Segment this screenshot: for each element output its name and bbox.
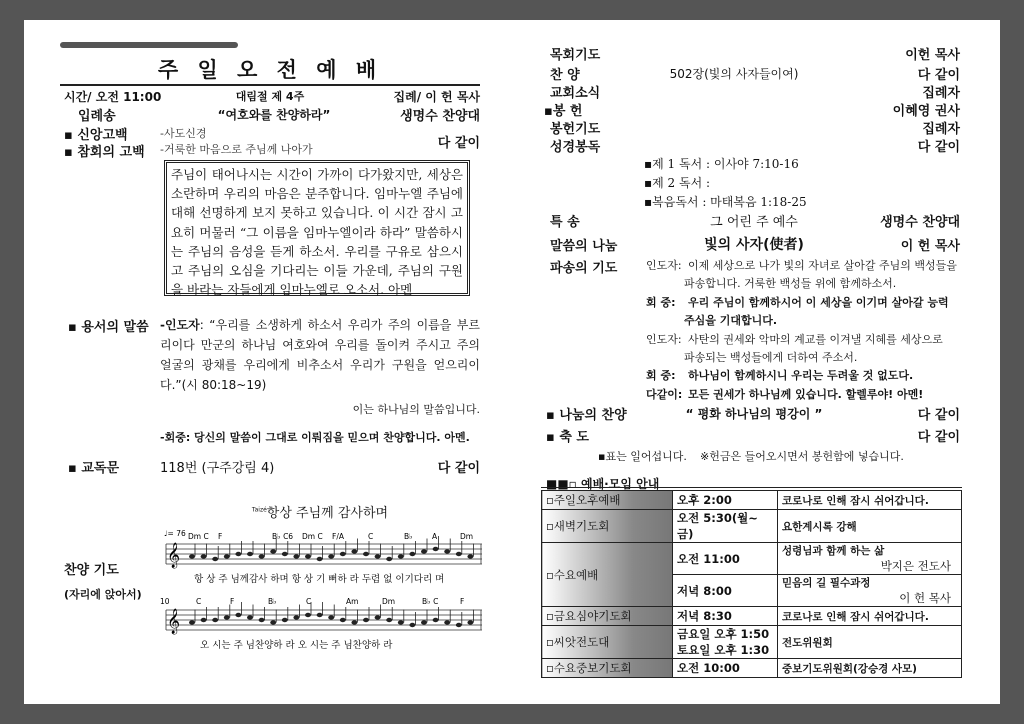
schedule-time-text: 오전 10:00 bbox=[677, 661, 740, 675]
hymn-prayer-label: 찬양 기도 bbox=[64, 563, 119, 578]
note-head bbox=[340, 552, 346, 556]
chord-symbol: Dm C bbox=[302, 532, 323, 541]
schedule-time bbox=[673, 607, 778, 626]
schedule-name: ▫주일오후예배 bbox=[542, 491, 673, 510]
service-item-label-text: 성경봉독 bbox=[550, 140, 601, 155]
schedule-note bbox=[778, 543, 962, 575]
schedule-name: ▫수요중보기도회 bbox=[542, 659, 673, 678]
schedule-note-text: 요한계시록 강해 bbox=[782, 520, 857, 533]
sheet-music bbox=[160, 524, 482, 652]
liturgical-season: 대림절 제 4주 bbox=[235, 90, 305, 103]
chord-symbol: C bbox=[196, 597, 202, 606]
chord-symbol: C bbox=[368, 532, 374, 541]
note-head bbox=[444, 549, 450, 553]
schedule-note bbox=[778, 626, 962, 659]
special-song-by: 생명수 찬양대 bbox=[880, 215, 960, 230]
footnote-stand: ▪표는 일어섭니다. bbox=[598, 450, 687, 463]
service-leader: 집례/ 이 헌 목사 bbox=[393, 90, 480, 104]
service-item-label-text: 봉헌기도 bbox=[550, 122, 601, 137]
benediction-label: ▪ 축 도 bbox=[546, 430, 589, 445]
service-item-by: 집례자 bbox=[922, 122, 960, 137]
tempo-mark: ♩= 76 bbox=[164, 529, 186, 538]
note-head bbox=[363, 618, 369, 622]
note-head bbox=[351, 549, 357, 553]
squares-icon: ■■▫ bbox=[546, 477, 581, 491]
bullet-icon: ▪ bbox=[546, 408, 560, 423]
note-head bbox=[212, 557, 218, 561]
bullet-icon: ▪ bbox=[544, 104, 553, 119]
chord-symbol: C bbox=[306, 597, 312, 606]
schedule-note-text: 믿음의 길 필수과정 bbox=[782, 577, 871, 589]
praise-label: ▪ 나눔의 찬양 bbox=[546, 408, 627, 423]
penitence-by: 다 같이 bbox=[437, 136, 480, 151]
reading-item bbox=[644, 174, 710, 191]
note-head bbox=[201, 618, 207, 622]
sermon-by: 이 헌 목사 bbox=[900, 239, 960, 254]
service-item-label-text: 교회소식 bbox=[550, 86, 601, 101]
service-item-by: 다 같이 bbox=[917, 68, 960, 83]
note-head bbox=[201, 554, 207, 558]
schedule-rule bbox=[541, 487, 962, 488]
service-item-label-text: 찬 양 bbox=[550, 68, 580, 83]
schedule-note-text: 박지은 전도사 bbox=[880, 559, 951, 573]
schedule-time-text: 오전 11:00 bbox=[677, 551, 740, 566]
schedule-table bbox=[541, 490, 962, 678]
chord-symbol: Dm bbox=[460, 532, 474, 541]
note-head bbox=[317, 613, 323, 617]
lyrics-line-2: 오 시는 주 님찬양하 라 오 시는 주 님찬양하 라 bbox=[200, 640, 393, 651]
service-item-label bbox=[550, 44, 600, 63]
schedule-row bbox=[542, 626, 962, 659]
speaker-tag: 회 중: bbox=[646, 369, 676, 383]
note-head bbox=[421, 549, 427, 553]
decorative-bar bbox=[60, 42, 238, 48]
chord-symbol: Dm bbox=[382, 597, 396, 606]
speaker-tag: 인도자: bbox=[646, 259, 682, 272]
penitence-prayer-box: 주님이 태어나시는 시간이 가까이 다가왔지만, 세상은 소란하며 우리의 마음은 분주합니다. 임마누엘 주님에 대해 선명하게 보지 못하고 있습니다. 이 시간 잠시 고요히 머물러 “그 이름을 임마누엘이라 하라” 말씀하시는 주님의 음성을 듣게 하소서. 우리를 구유로 삼으시고 주님의 오심을 기다리는 이들 가운데, 주님의 구원을 바라는 자들에게 임마누엘로 오소서. 아멘 bbox=[164, 160, 470, 296]
note-head bbox=[282, 552, 288, 556]
chord-symbol: F bbox=[460, 597, 465, 606]
service-item-label bbox=[550, 118, 600, 137]
song-title: $^{Taizé}$항상 주님께 감사하며 bbox=[251, 506, 389, 521]
note-head bbox=[386, 618, 392, 622]
opening-song: “여호와를 찬양하라” bbox=[217, 108, 331, 122]
hymn-prayer-sub: (자리에 앉아서) bbox=[64, 588, 142, 601]
schedule-time-text: 오전 5:30(월~금) bbox=[677, 511, 758, 541]
schedule-time-text: 금요일 오후 1:50 bbox=[677, 627, 770, 641]
note-head bbox=[433, 547, 439, 551]
note-head bbox=[328, 615, 334, 619]
service-item-label bbox=[544, 100, 583, 119]
page-title: 주 일 오 전 예 배 bbox=[157, 57, 383, 82]
creed-confession-label: ▪ 신앙고백 bbox=[64, 128, 128, 143]
note-head bbox=[375, 615, 381, 619]
bulletin-page bbox=[24, 20, 1000, 704]
schedule-note bbox=[778, 575, 962, 607]
schedule-note-text: 성령님과 함께 하는 삶 bbox=[782, 545, 885, 557]
bullet-icon: ▪ bbox=[64, 128, 78, 143]
note-head bbox=[386, 557, 392, 561]
service-item-label bbox=[550, 136, 600, 155]
reading-text: 복음독서 : 마태복음 1:18-25 bbox=[652, 195, 807, 209]
prayer-line: 파송합니다. 거룩한 백성들 위에 함께하소서. bbox=[684, 277, 897, 291]
opening-by: 생명수 찬양대 bbox=[400, 109, 480, 124]
schedule-note bbox=[778, 491, 962, 510]
note-head bbox=[351, 620, 357, 624]
prayer-line: 모든 권세가 하나님께 있습니다. 할렐루야! 아멘! bbox=[688, 387, 924, 401]
schedule-time bbox=[673, 626, 778, 659]
pardon-closing: 이는 하나님의 말씀입니다. bbox=[352, 403, 480, 416]
chord-symbol: F bbox=[218, 532, 223, 541]
schedule-note-text: 코로나로 인해 잠시 쉬어갑니다. bbox=[782, 610, 929, 623]
schedule-name: ▫새벽기도회 bbox=[542, 510, 673, 543]
schedule-time bbox=[673, 575, 778, 607]
chord-symbol: B♭ bbox=[268, 597, 277, 606]
footnote-offering: ※헌금은 들어오시면서 봉헌함에 넣습니다. bbox=[700, 450, 904, 463]
chord-row-2 bbox=[196, 597, 464, 606]
note-head bbox=[340, 618, 346, 622]
treble-clef-icon: 𝄞 bbox=[167, 609, 181, 634]
service-item-by: 이혜영 권사 bbox=[892, 104, 960, 119]
bullet-icon: ▪ bbox=[644, 195, 653, 209]
note-head bbox=[270, 620, 276, 624]
schedule-time bbox=[673, 659, 778, 678]
prayer-line: 파송되는 백성들에게 더하여 주소서. bbox=[684, 351, 858, 364]
speaker-tag: 다같이: bbox=[646, 387, 683, 401]
note-head bbox=[305, 554, 311, 558]
note-head bbox=[189, 620, 195, 624]
bullet-icon: ▪ bbox=[68, 320, 82, 335]
chord-symbol: B♭ C6 bbox=[272, 532, 294, 541]
note-head bbox=[467, 620, 473, 624]
note-head bbox=[212, 618, 218, 622]
note-head bbox=[317, 557, 323, 561]
note-head bbox=[235, 552, 241, 556]
schedule-note bbox=[778, 659, 962, 678]
note-head bbox=[293, 554, 299, 558]
schedule-heading: ■■▫ 예배·모임 안내 bbox=[546, 477, 660, 491]
note-head bbox=[433, 618, 439, 622]
note-head bbox=[293, 615, 299, 619]
reading-item bbox=[644, 155, 799, 172]
note-head bbox=[235, 613, 241, 617]
speaker-tag: 회 중: bbox=[646, 295, 676, 309]
schedule-time-text: 오후 2:00 bbox=[677, 493, 732, 507]
chord-symbol: B♭ bbox=[404, 532, 413, 541]
note-head bbox=[224, 615, 230, 619]
reading-item bbox=[644, 193, 807, 210]
note-head bbox=[328, 554, 334, 558]
creed-note: -사도신경 bbox=[160, 127, 207, 140]
note-head bbox=[259, 554, 265, 558]
lyrics-line-1: 항 상 주 님께감사 하며 항 상 기 뻐하 라 두렴 없 이기다리 며 bbox=[194, 574, 445, 585]
service-item-label-text: 목회기도 bbox=[550, 48, 601, 63]
benediction-by: 다 같이 bbox=[917, 430, 960, 445]
bullet-icon: ▪ bbox=[546, 430, 560, 445]
note-head bbox=[398, 620, 404, 624]
chord-symbol: Am bbox=[346, 597, 359, 606]
prayer-line: 우리 주님이 함께하시어 이 세상을 이기며 살아갈 능력 bbox=[688, 295, 949, 309]
note-head bbox=[247, 552, 253, 556]
praise-song: “ 평화 하나님의 평강이 ” bbox=[685, 407, 823, 421]
litany-number: 118번 (구주강림 4) bbox=[160, 461, 275, 476]
note-head bbox=[398, 554, 404, 558]
chord-symbol: F bbox=[230, 597, 235, 606]
schedule-note bbox=[778, 510, 962, 543]
note-head bbox=[189, 554, 195, 558]
schedule-time bbox=[673, 510, 778, 543]
treble-clef-icon: 𝄞 bbox=[167, 543, 181, 568]
schedule-time-text: 저녁 8:30 bbox=[677, 609, 732, 623]
note-head bbox=[421, 620, 427, 624]
schedule-name: ▫수요예배 bbox=[542, 543, 673, 607]
schedule-row bbox=[542, 510, 962, 543]
service-item-by: 이헌 목사 bbox=[905, 48, 960, 63]
schedule-note-text: 코로나로 인해 잠시 쉬어갑니다. bbox=[782, 494, 929, 507]
note-head bbox=[444, 620, 450, 624]
speaker-tag: 인도자: bbox=[646, 332, 682, 346]
schedule-name: ▫금요심야기도회 bbox=[542, 607, 673, 626]
sermon-label: 말씀의 나눔 bbox=[550, 239, 618, 254]
note-head bbox=[305, 613, 311, 617]
service-time: 시간/ 오전 11:00 bbox=[64, 90, 162, 104]
chord-symbol: B♭ C bbox=[422, 597, 439, 606]
note-head bbox=[375, 554, 381, 558]
note-head bbox=[363, 552, 369, 556]
schedule-note-text: 중보기도위원회(강승경 사모) bbox=[782, 662, 917, 675]
title-rule bbox=[60, 84, 480, 86]
note-head bbox=[224, 554, 230, 558]
special-song: 그 어린 주 예수 bbox=[710, 215, 798, 230]
service-item-by: 다 같이 bbox=[917, 140, 960, 155]
note-head bbox=[409, 552, 415, 556]
note-head bbox=[259, 618, 265, 622]
note-head bbox=[247, 615, 253, 619]
penitence-label: ▪ 참회의 고백 bbox=[64, 145, 145, 160]
prayer-line: 하나님이 함께하시니 우리는 두려울 것 없도다. bbox=[688, 369, 914, 383]
schedule-note-text: 전도위원회 bbox=[782, 636, 833, 649]
service-item-detail: 502장(빛의 사자들이여) bbox=[669, 67, 799, 81]
sending-label: 파송의 기도 bbox=[550, 261, 618, 276]
bullet-icon: ▪ bbox=[68, 461, 82, 476]
reading-text: 제 2 독서 : bbox=[652, 176, 711, 190]
service-item-by: 집례자 bbox=[922, 86, 960, 101]
penitence-note: -거룩한 마음으로 주님께 나아가 bbox=[160, 143, 313, 156]
litany-label: ▪ 교독문 bbox=[68, 461, 120, 476]
bullet-icon: ▪ bbox=[644, 176, 653, 190]
note-head bbox=[282, 618, 288, 622]
note-head bbox=[456, 623, 462, 627]
opening-label: 입례송 bbox=[78, 109, 116, 124]
schedule-name: ▫씨앗전도대 bbox=[542, 626, 673, 659]
prayer-line: 주심을 기대합니다. bbox=[684, 314, 778, 328]
prayer-line: 사탄의 권세와 악마의 계교를 이겨낼 지혜를 세상으로 bbox=[688, 332, 943, 346]
schedule-time bbox=[673, 543, 778, 575]
schedule-note bbox=[778, 607, 962, 626]
praise-by: 다 같이 bbox=[917, 408, 960, 423]
chord-symbol: F/A bbox=[332, 532, 344, 541]
schedule-time bbox=[673, 491, 778, 510]
note-head bbox=[456, 552, 462, 556]
pardon-label: ▪ 용서의 말씀 bbox=[68, 320, 149, 335]
schedule-time-text: 저녁 8:00 bbox=[677, 583, 732, 598]
note-head bbox=[270, 549, 276, 553]
bullet-icon: ▪ bbox=[644, 157, 653, 171]
service-item-label bbox=[550, 82, 600, 101]
chord-symbol: Dm C bbox=[188, 532, 209, 541]
pardon-response: -회중: 당신의 말씀이 그대로 이뤄짐을 믿으며 찬양합니다. 아멘. bbox=[160, 431, 470, 444]
note-head bbox=[409, 623, 415, 627]
litany-by: 다 같이 bbox=[437, 461, 480, 476]
sermon-title: 빛의 사자(使者) bbox=[704, 237, 804, 253]
chord-symbol: A bbox=[432, 532, 438, 541]
service-item-label bbox=[550, 64, 580, 83]
measure-number: 10 bbox=[160, 597, 170, 606]
schedule-time-text: 토요일 오후 1:30 bbox=[677, 643, 770, 657]
schedule-row bbox=[542, 543, 962, 575]
bullet-icon: ▪ bbox=[64, 145, 78, 160]
prayer-line: 이제 세상으로 나가 빛의 자녀로 살아갈 주님의 백성들을 bbox=[688, 259, 957, 272]
service-item-label-text: 봉 헌 bbox=[552, 104, 583, 119]
schedule-row bbox=[542, 607, 962, 626]
reading-text: 제 1 독서 : 이사야 7:10-16 bbox=[652, 157, 799, 171]
schedule-row bbox=[542, 491, 962, 510]
schedule-row bbox=[542, 659, 962, 678]
chord-row-1 bbox=[188, 532, 473, 541]
pardon-text: -인도자: “우리를 소생하게 하소서 우리가 주의 이름을 부르리이다 만군의 하나님 여호와여 우리를 돌이켜 주시고 주의 얼굴의 광채를 우리에게 비추소서 우리가 구원을 얻으리이다.”(시 80:18~19) bbox=[160, 318, 480, 392]
schedule-note-text: 이 헌 목사 bbox=[899, 591, 951, 605]
special-song-label: 특 송 bbox=[550, 215, 580, 230]
note-head bbox=[467, 554, 473, 558]
